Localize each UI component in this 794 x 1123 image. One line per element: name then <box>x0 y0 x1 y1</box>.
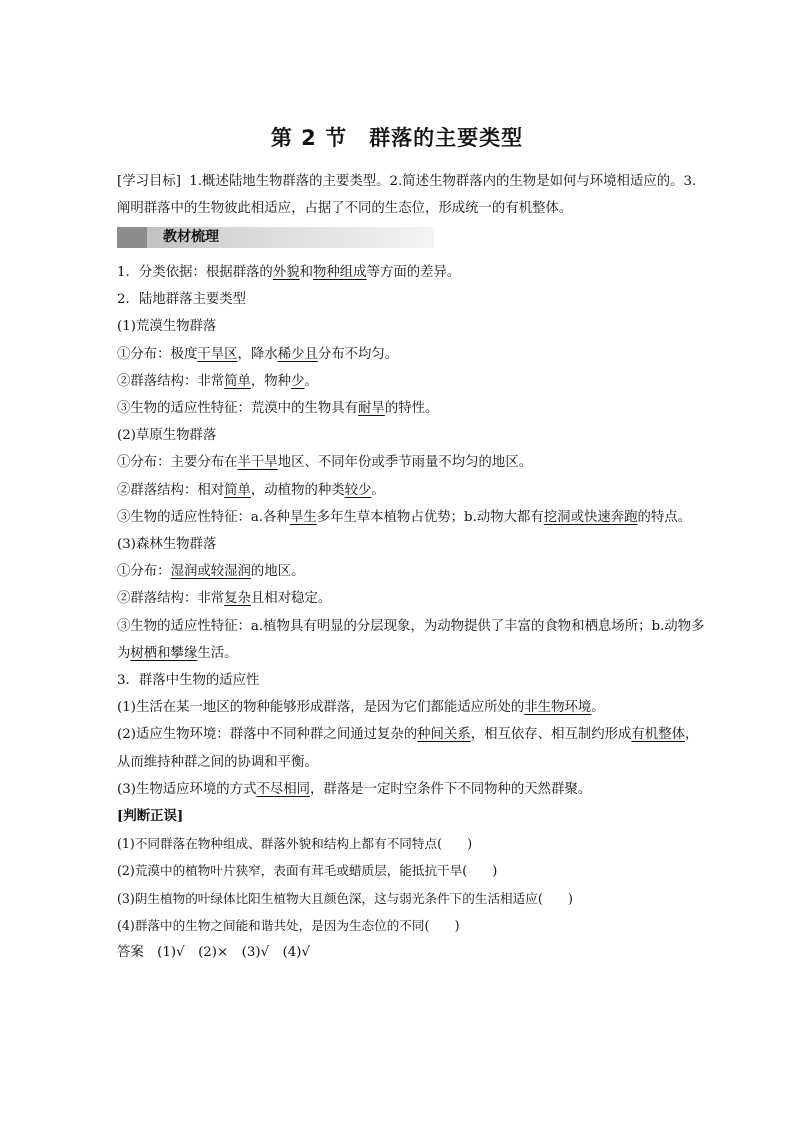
underlined-term: 种间关系 <box>417 727 471 743</box>
text-segment: ②群落结构：非常 <box>117 591 225 607</box>
underlined-term: 半干旱 <box>237 455 278 471</box>
text-line <box>117 477 707 504</box>
text-segment: (3)生物适应环境的方式 <box>117 781 257 797</box>
text-segment: ③生物的适应性特征：a.植物具有明显的分层现象，为动物提供了丰富的食物和栖息场所；b.动物多为 <box>117 618 705 661</box>
underlined-term: 树栖和攀缘 <box>130 645 198 661</box>
page-title: 第 2 节 群落的主要类型 <box>270 126 524 150</box>
text-line <box>117 449 707 476</box>
section-header-label: 教材梳理 <box>163 229 219 245</box>
underlined-term: 较少 <box>344 482 372 498</box>
underlined-term: 物种组成 <box>313 265 367 280</box>
subheading: (1)荒漠生物群落 <box>117 319 217 335</box>
text-line <box>117 585 707 612</box>
learning-goals <box>117 168 707 222</box>
underlined-term: 湿润或较湿润 <box>170 564 251 580</box>
subheading: 2．陆地群落主要类型 <box>117 292 247 308</box>
text-line <box>117 694 707 721</box>
text-line <box>117 776 707 803</box>
main-content <box>117 259 707 966</box>
text-segment: 等方面的差异。 <box>366 265 461 280</box>
text-segment: (1)生活在某一地区的物种能够形成群落，是因为它们都能适应所处的 <box>117 700 525 716</box>
underlined-term: 简单 <box>224 373 251 389</box>
text-segment: 。 <box>304 373 318 389</box>
judge-item: (3)阴生植物的叶绿体比阳生植物大且颜色深，这与弱光条件下的生活相适应( ) <box>117 890 573 906</box>
text-segment: ，从而维持种群之间的协调和平衡。 <box>117 727 699 770</box>
text-segment: ②群落结构：非常 <box>117 373 225 389</box>
section-header-bar <box>117 227 434 248</box>
underlined-term: 外貌 <box>272 265 300 280</box>
text-line <box>117 613 707 667</box>
subheading: (3)森林生物群落 <box>117 537 217 553</box>
underlined-term: 不尽相同 <box>256 781 311 797</box>
text-segment: ③生物的适应性特征：a.各种 <box>117 509 290 525</box>
text-segment: 的地区。 <box>250 564 305 580</box>
underlined-term: 复杂 <box>224 591 251 607</box>
subheading: (2)草原生物群落 <box>117 428 217 444</box>
text-segment: ，群落是一定时空条件下不同物种的天然群聚。 <box>310 781 592 797</box>
text-line <box>117 395 707 422</box>
judge-item: (2)荒漠中的植物叶片狭窄，表面有茸毛或蜡质层，能抵抗干旱( ) <box>117 863 498 879</box>
learning-goals-label: [学习目标] <box>117 174 182 189</box>
text-segment: 多年生草本植物占优势；b.动物大都有 <box>316 509 544 525</box>
subheading: 3．群落中生物的适应性 <box>117 673 260 689</box>
text-line <box>117 558 707 585</box>
text-segment: ，相互依存、相互制约形成 <box>470 727 632 743</box>
underlined-term: 挖洞或快速奔跑 <box>543 509 638 525</box>
text-segment: 生活。 <box>197 645 238 661</box>
underlined-term: 旱生 <box>289 509 317 525</box>
judge-item: (1)不同群落在物种组成、群落外貌和结构上都有不同特点( ) <box>117 836 473 852</box>
text-segment: 1．分类依据：根据群落的 <box>117 265 273 280</box>
text-segment: ①分布： <box>117 564 171 580</box>
text-segment: 和 <box>299 265 313 280</box>
text-segment: 的特点。 <box>637 509 692 525</box>
text-line <box>117 259 707 286</box>
text-segment: 。 <box>371 482 385 498</box>
underlined-term: 少 <box>291 373 305 389</box>
text-segment: ②群落结构：相对 <box>117 482 225 498</box>
text-line <box>117 368 707 395</box>
text-segment: 且相对稳定。 <box>250 591 332 607</box>
section-header-block <box>117 227 147 248</box>
text-segment: 。 <box>591 700 605 716</box>
underlined-term: 简单 <box>224 482 251 498</box>
learning-goals-text: 1.概述陆地生物群落的主要类型。2.简述生物群落内的生物是如何与环境相适应的。3.阐明群落中的生物彼此相适应，占据了不同的生态位，形成统一的有机整体。 <box>117 174 697 217</box>
text-segment: ③生物的适应性特征：荒漠中的生物具有 <box>117 401 359 417</box>
underlined-term: 耐旱 <box>358 401 385 417</box>
text-segment: 的特性。 <box>384 401 439 417</box>
underlined-term: 干旱区 <box>197 346 238 362</box>
text-line <box>117 721 707 775</box>
underlined-term: 非生物环境 <box>524 700 592 716</box>
judge-item: (4)群落中的生物之间能和谐共处，是因为生态位的不同( ) <box>117 917 460 933</box>
text-segment: (2)适应生物环境：群落中不同种群之间通过复杂的 <box>117 727 418 743</box>
answer-line: 答案 (1)√ (2)× (3)√ (4)√ <box>117 945 311 961</box>
text-segment: ①分布：主要分布在 <box>117 455 238 471</box>
text-line <box>117 341 707 368</box>
text-segment: ，动植物的种类 <box>250 482 345 498</box>
text-segment: ，降水 <box>237 346 278 362</box>
judge-section-title: [判断正误] <box>117 808 184 825</box>
text-segment: ①分布：极度 <box>117 346 198 362</box>
underlined-term: 有机整体 <box>631 727 685 743</box>
text-segment: 分布不均匀。 <box>317 346 399 362</box>
text-line <box>117 504 707 531</box>
text-segment: 地区、不同年份或季节雨量不均匀的地区。 <box>277 455 533 471</box>
underlined-term: 稀少且 <box>277 346 318 362</box>
text-segment: ，物种 <box>250 373 292 389</box>
